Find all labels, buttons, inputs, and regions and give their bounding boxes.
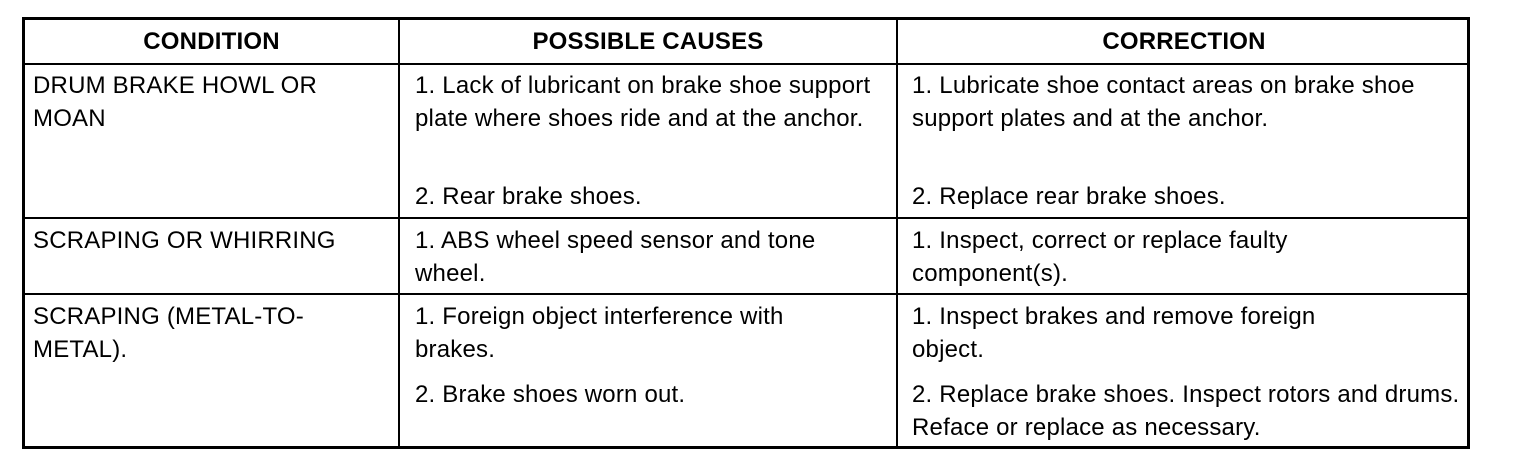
row-3-correction-2: 2. Replace brake shoes. Inspect rotors and drums. Reface or replace as necessary.	[912, 381, 1460, 441]
row-divider-1	[25, 217, 1467, 219]
row-1-condition: DRUM BRAKE HOWL OR MOAN	[33, 72, 318, 132]
header-condition: CONDITION	[143, 28, 280, 55]
row-3-condition: SCRAPING (METAL-TO-METAL).	[33, 303, 304, 363]
row-1-correction-1: 1. Lubricate shoe contact areas on brake shoe support plates and at the anchor.	[912, 72, 1415, 132]
row-3-cause-2: 2. Brake shoes worn out.	[415, 381, 686, 408]
column-divider-2	[896, 20, 898, 446]
column-divider-1	[398, 20, 400, 446]
row-3-correction-1: 1. Inspect brakes and remove foreign object.	[912, 303, 1316, 363]
header-possible-causes: POSSIBLE CAUSES	[532, 28, 764, 55]
row-1-cause-2: 2. Rear brake shoes.	[415, 183, 642, 210]
diagnosis-table	[22, 17, 1470, 449]
row-3-cause-1: 1. Foreign object interference with brakes.	[415, 303, 784, 363]
row-1-correction-2: 2. Replace rear brake shoes.	[912, 183, 1226, 210]
row-2-condition: SCRAPING OR WHIRRING	[33, 227, 336, 254]
row-2-cause-1: 1. ABS wheel speed sensor and tone wheel.	[415, 227, 816, 287]
row-1-cause-1: 1. Lack of lubricant on brake shoe support plate where shoes ride and at the anchor.	[415, 72, 871, 132]
header-correction: CORRECTION	[1102, 28, 1266, 55]
row-divider-2	[25, 293, 1467, 295]
row-2-correction-1: 1. Inspect, correct or replace faulty component(s).	[912, 227, 1288, 287]
